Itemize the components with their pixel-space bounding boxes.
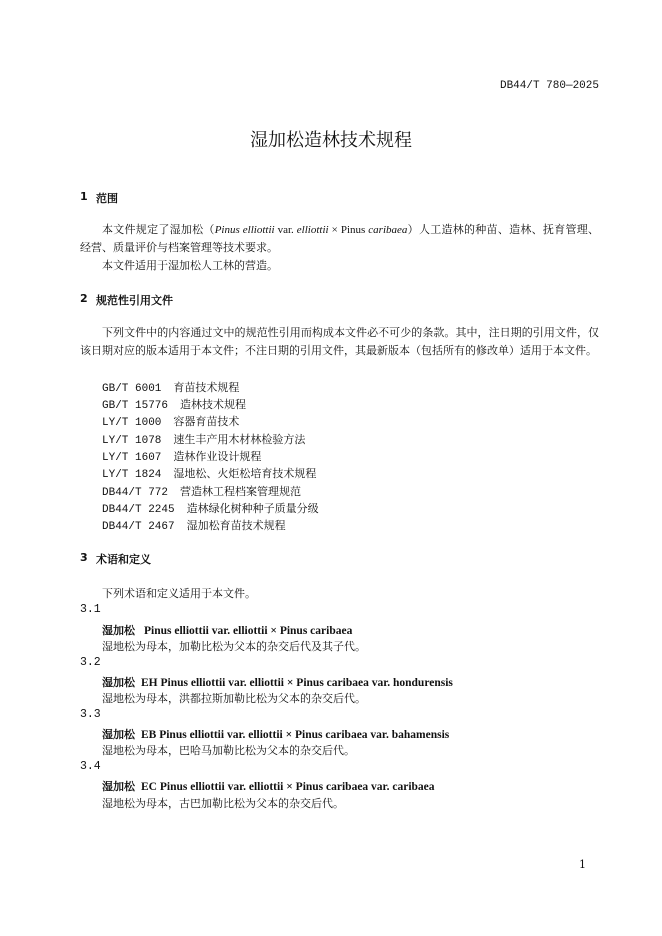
section-1-number: 1 xyxy=(80,190,88,203)
section-2-number: 2 xyxy=(80,292,88,305)
term-latin-name: Pinus elliottii var. elliottii × Pinus caribaea xyxy=(144,625,353,637)
term-latin-name: EB Pinus elliottii var. elliottii × Pinus caribaea var. bahamensis xyxy=(141,729,450,741)
reference-code: DB44/T 772 xyxy=(102,487,169,499)
reference-code: LY/T 1078 xyxy=(102,435,162,447)
reference-title: 速生丰产用木材林检验方法 xyxy=(173,433,306,446)
page-number: 1 xyxy=(579,858,586,871)
scope-text-a: 本文件规定了湿加松（ xyxy=(102,223,215,236)
term-heading xyxy=(102,777,435,795)
term-chinese-name: 湿加松 xyxy=(102,624,135,637)
reference-title: 造林绿化树种种子质量分级 xyxy=(186,502,319,515)
page-title: 湿加松造林技术规程 xyxy=(250,130,412,151)
section-1-heading: 范围 xyxy=(96,192,118,205)
scope-latin-genus: Pinus elliottii xyxy=(214,224,275,236)
term-number: 3.2 xyxy=(80,656,101,669)
term-chinese-name: 湿加松 xyxy=(102,728,135,741)
term-heading xyxy=(102,725,449,743)
reference-title: 营造林工程档案管理规范 xyxy=(180,485,302,498)
reference-item xyxy=(102,412,239,430)
terms-intro: 下列术语和定义适用于本文件。 xyxy=(102,587,256,600)
term-heading xyxy=(102,673,453,691)
scope-paragraph xyxy=(80,221,599,257)
reference-title: 容器育苗技术 xyxy=(173,415,240,428)
term-number: 3.3 xyxy=(80,708,101,721)
reference-item xyxy=(102,482,301,500)
section-3-number: 3 xyxy=(80,551,88,564)
term-heading xyxy=(102,621,352,639)
term-number: 3.1 xyxy=(80,603,101,616)
term-latin-name: EH Pinus elliottii var. elliottii × Pinus caribaea var. hondurensis xyxy=(141,677,453,689)
reference-code: DB44/T 2467 xyxy=(102,521,175,533)
term-latin-name: EC Pinus elliottii var. elliottii × Pinus caribaea var. caribaea xyxy=(141,781,435,793)
reference-item xyxy=(102,464,316,482)
term-definition: 湿地松为母本，洪都拉斯加勒比松为父本的杂交后代。 xyxy=(102,692,366,705)
section-3-heading: 术语和定义 xyxy=(96,553,151,566)
reference-code: GB/T 15776 xyxy=(102,400,169,412)
term-definition: 湿地松为母本，加勒比松为父本的杂交后代及其子代。 xyxy=(102,640,366,653)
reference-item xyxy=(102,516,286,534)
scope-latin-variety: elliottii xyxy=(296,224,329,236)
reference-title: 造林技术规程 xyxy=(180,398,247,411)
scope-applicability: 本文件适用于湿加松人工林的营造。 xyxy=(102,259,278,272)
references-intro: 下列文件中的内容通过文中的规范性引用而构成本文件必不可少的条款。其中，注日期的引用文件，仅该日期对应的版本适用于本文件；不注日期的引用文件，其最新版本（包括所有的修改单）适用于本文件。 xyxy=(80,326,599,357)
document-code: DB44/T 780—2025 xyxy=(499,80,599,92)
reference-title: 造林作业设计规程 xyxy=(173,450,262,463)
reference-item xyxy=(102,378,239,396)
reference-item xyxy=(102,395,246,413)
term-number: 3.4 xyxy=(80,760,101,773)
term-chinese-name: 湿加松 xyxy=(102,780,135,793)
scope-latin-species: caribaea xyxy=(368,224,408,236)
reference-item xyxy=(102,447,261,465)
reference-item xyxy=(102,430,305,448)
reference-code: LY/T 1607 xyxy=(102,452,162,464)
reference-title: 育苗技术规程 xyxy=(173,381,240,394)
reference-code: LY/T 1000 xyxy=(102,417,162,429)
reference-item xyxy=(102,499,319,517)
scope-text-b: ）人工造林的种苗、造林、抚育管理、经营、质量评价与档案管理等技术要求。 xyxy=(80,223,599,254)
section-2-heading: 规范性引用文件 xyxy=(96,294,173,307)
reference-code: LY/T 1824 xyxy=(102,469,162,481)
scope-var: var. xyxy=(274,224,297,236)
reference-code: GB/T 6001 xyxy=(102,383,162,395)
reference-title: 湿加松育苗技术规程 xyxy=(186,519,286,532)
term-definition: 湿地松为母本，古巴加勒比松为父本的杂交后代。 xyxy=(102,797,344,810)
reference-code: DB44/T 2245 xyxy=(102,504,175,516)
term-definition: 湿地松为母本，巴哈马加勒比松为父本的杂交后代。 xyxy=(102,744,355,757)
term-chinese-name: 湿加松 xyxy=(102,676,135,689)
scope-cross: × Pinus xyxy=(328,224,369,236)
reference-title: 湿地松、火炬松培育技术规程 xyxy=(173,467,317,480)
